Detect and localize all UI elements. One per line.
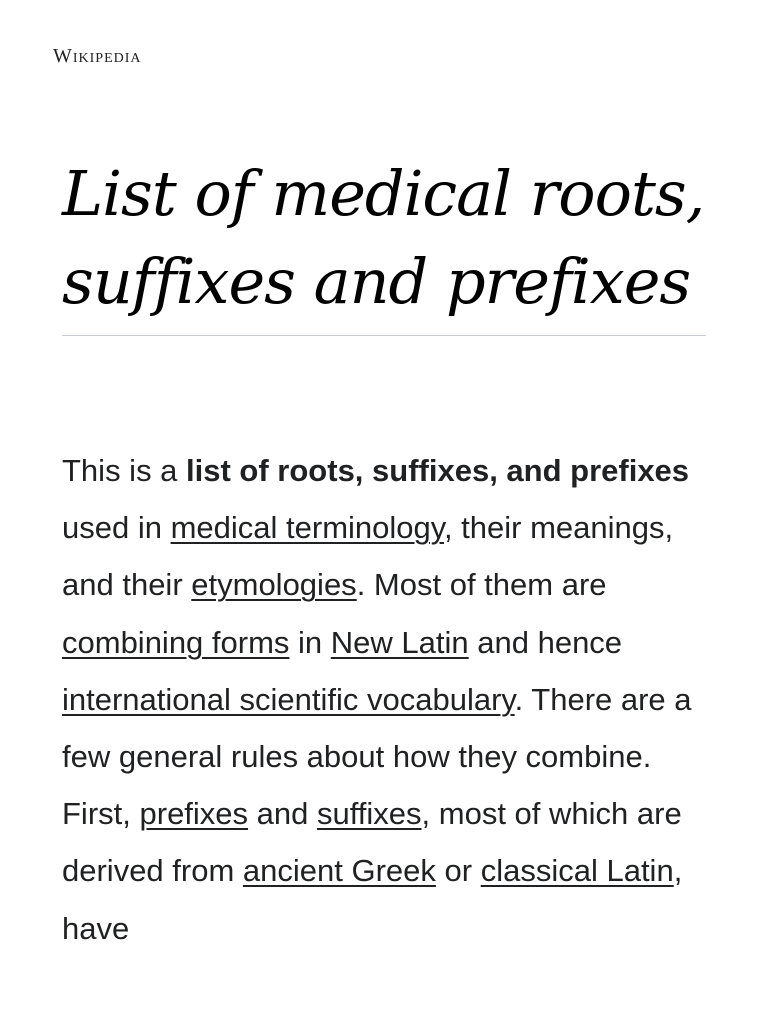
link-international-scientific-vocabulary[interactable]: international scientific vocabulary bbox=[62, 681, 515, 717]
link-new-latin[interactable]: New Latin bbox=[330, 624, 469, 660]
link-prefixes[interactable]: prefixes bbox=[139, 796, 249, 832]
intro-text: in bbox=[289, 624, 331, 660]
intro-text: . There are a few general rules about how they combine. First, bbox=[62, 681, 692, 832]
link-suffixes[interactable]: suffixes bbox=[317, 796, 422, 832]
intro-text: and bbox=[248, 796, 317, 832]
page-title: List of medical roots, suffixes and prefixes bbox=[62, 157, 705, 318]
link-etymologies[interactable]: etymologies bbox=[191, 567, 357, 603]
intro-bold-term: list of roots, suffixes, and prefixes bbox=[186, 453, 690, 488]
intro-paragraph bbox=[62, 442, 712, 957]
link-ancient-greek[interactable]: ancient Greek bbox=[242, 853, 436, 889]
intro-text: used in bbox=[62, 510, 171, 546]
intro-text: . Most of them are bbox=[356, 567, 607, 603]
intro-text: or bbox=[435, 853, 481, 889]
link-medical-terminology[interactable]: medical terminology bbox=[170, 510, 444, 546]
link-combining-forms[interactable]: combining forms bbox=[62, 624, 290, 660]
intro-text: , most of which are derived from bbox=[62, 796, 682, 889]
wikipedia-wordmark[interactable]: Wikipedia bbox=[53, 45, 142, 67]
title-block bbox=[62, 150, 706, 326]
intro-text: , their meanings, and their bbox=[62, 510, 674, 603]
header bbox=[53, 42, 142, 72]
intro-text: This is a bbox=[62, 453, 187, 488]
title-divider bbox=[62, 335, 706, 336]
intro-text: and hence bbox=[468, 624, 623, 660]
link-classical-latin[interactable]: classical Latin bbox=[480, 853, 674, 889]
intro-text: , have bbox=[62, 853, 683, 946]
